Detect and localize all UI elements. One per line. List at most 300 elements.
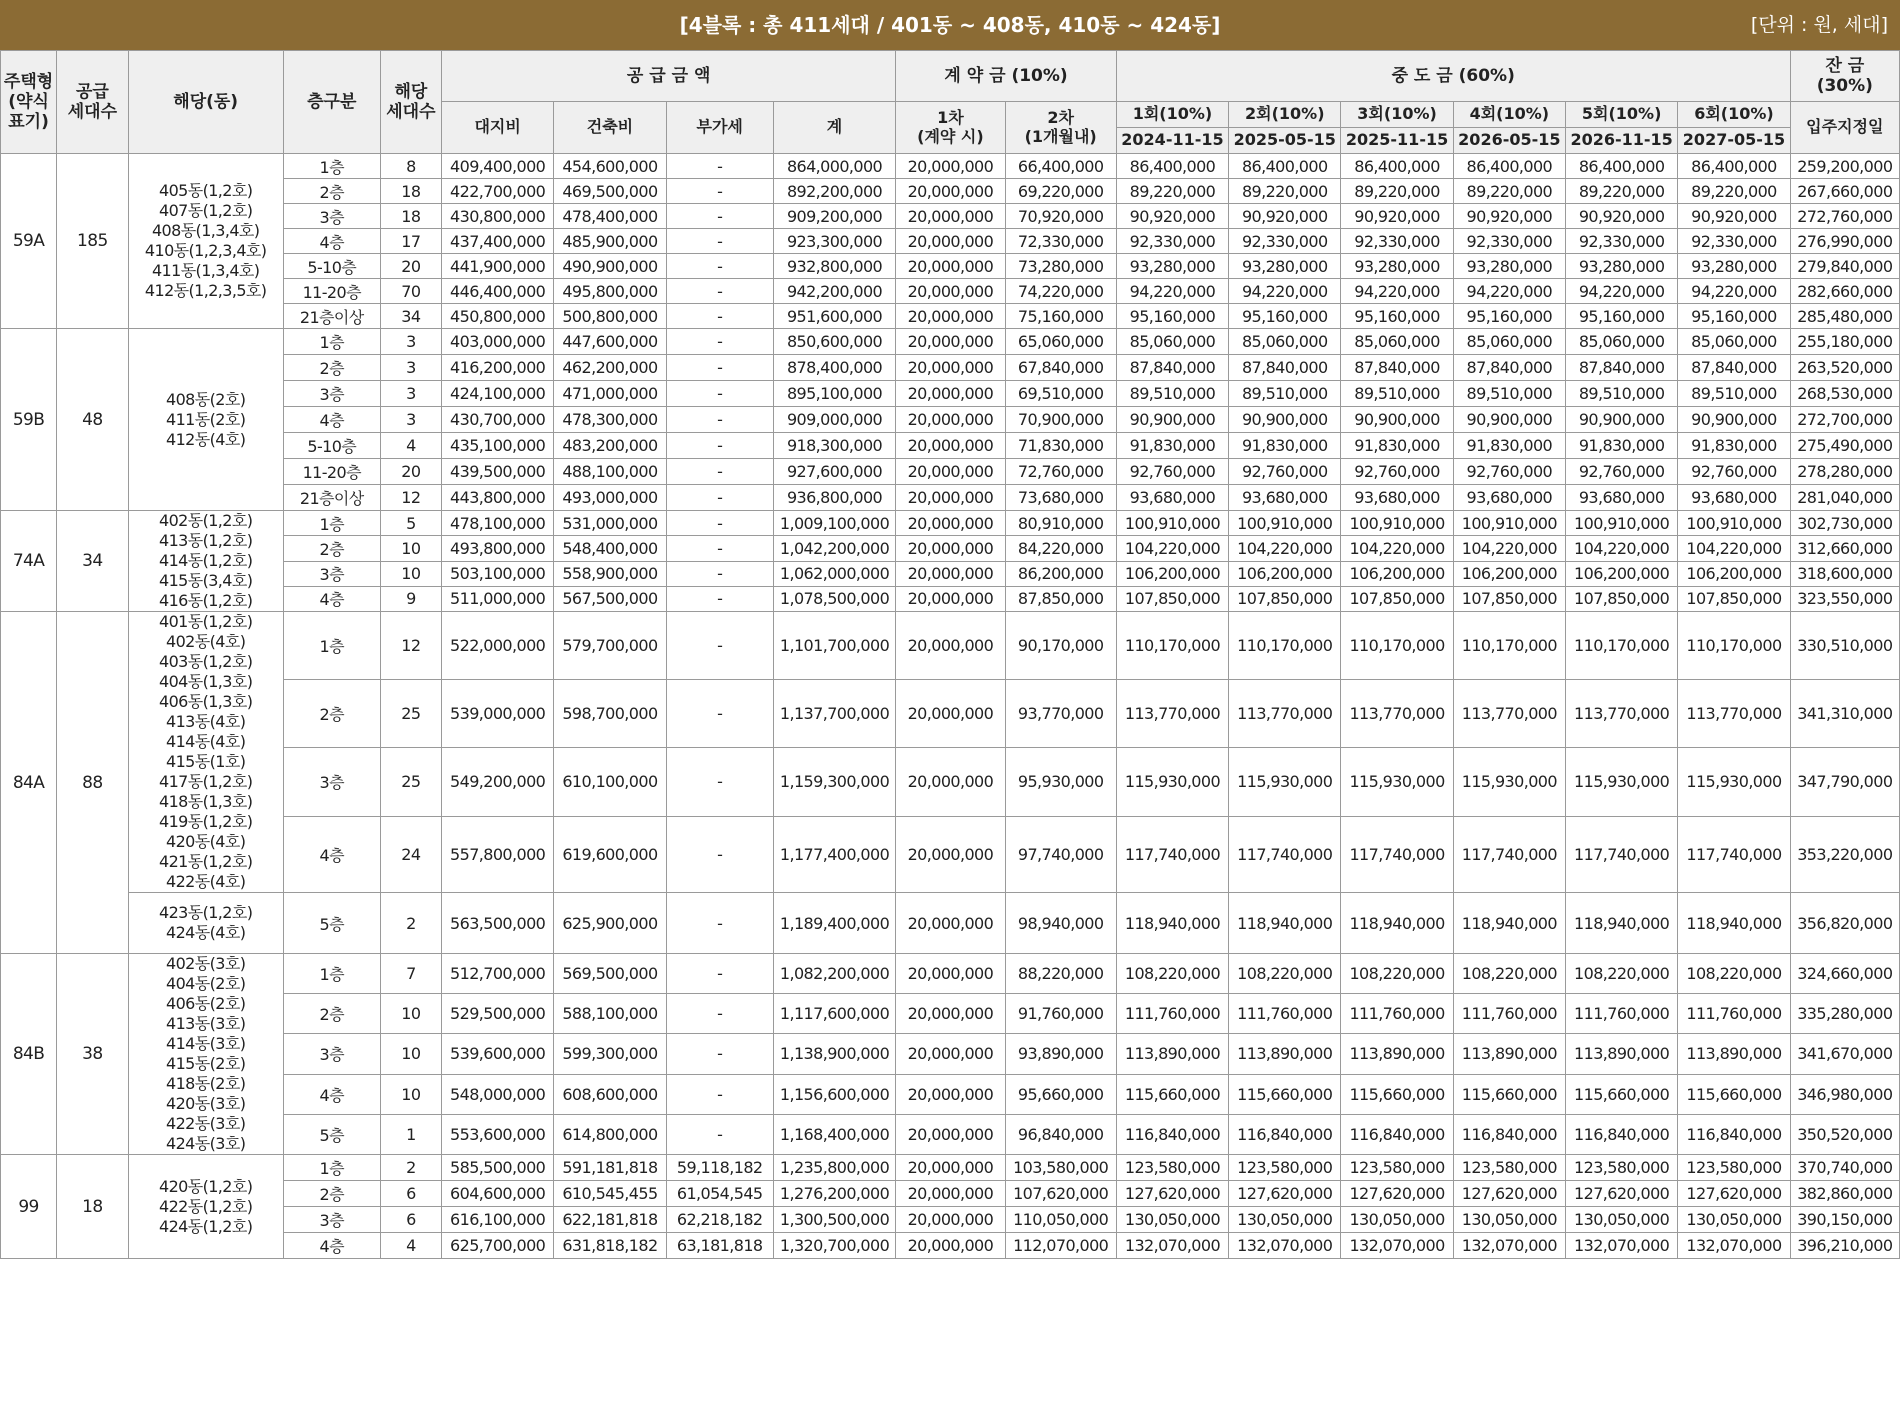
dong-item: 424동(3호)	[166, 1134, 246, 1153]
middle-3-cell: 108,220,000	[1341, 954, 1453, 994]
building-cell: 610,545,455	[554, 1181, 666, 1207]
header-middle-5: 5회(10%)	[1566, 102, 1678, 128]
table-row	[1, 612, 1900, 680]
block-title: [4블록 : 총 411세대 / 401동 ~ 408동, 410동 ~ 424동]	[679, 13, 1221, 37]
building-cell: 493,000,000	[554, 485, 666, 511]
floor-cell: 2층	[283, 1181, 380, 1207]
middle-2-cell: 118,940,000	[1229, 893, 1341, 954]
contract-1-cell: 20,000,000	[896, 994, 1005, 1034]
land-cell: 563,500,000	[442, 893, 554, 954]
floor-cell: 3층	[283, 748, 380, 816]
middle-4-cell: 130,050,000	[1453, 1207, 1565, 1233]
floor-cell: 5-10층	[283, 254, 380, 279]
middle-5-cell: 89,510,000	[1566, 381, 1678, 407]
middle-3-cell: 92,760,000	[1341, 459, 1453, 485]
middle-3-cell: 106,200,000	[1341, 561, 1453, 586]
dong-item: 404동(2호)	[166, 974, 246, 993]
contract-1-cell: 20,000,000	[896, 329, 1005, 355]
header-floor: 층구분	[283, 51, 380, 154]
land-cell: 422,700,000	[442, 179, 554, 204]
middle-4-cell: 104,220,000	[1453, 536, 1565, 561]
building-cell: 631,818,182	[554, 1233, 666, 1259]
middle-2-cell: 123,580,000	[1229, 1155, 1341, 1181]
land-cell: 416,200,000	[442, 355, 554, 381]
middle-6-cell: 106,200,000	[1678, 561, 1790, 586]
middle-3-cell: 123,580,000	[1341, 1155, 1453, 1181]
contract-2-cell: 75,160,000	[1005, 304, 1116, 329]
contract-1-cell: 20,000,000	[896, 407, 1005, 433]
dong-list-cell	[128, 954, 283, 1155]
contract-2-cell: 73,280,000	[1005, 254, 1116, 279]
contract-2-cell: 70,920,000	[1005, 204, 1116, 229]
contract-1-cell: 20,000,000	[896, 1207, 1005, 1233]
middle-2-cell: 108,220,000	[1229, 954, 1341, 994]
balance-cell: 312,660,000	[1790, 536, 1899, 561]
dong-list-cell	[128, 329, 283, 511]
table-row	[1, 1034, 1900, 1074]
balance-cell: 263,520,000	[1790, 355, 1899, 381]
middle-4-cell: 117,740,000	[1453, 816, 1565, 892]
middle-3-cell: 117,740,000	[1341, 816, 1453, 892]
land-cell: 604,600,000	[442, 1181, 554, 1207]
contract-1-cell: 20,000,000	[896, 816, 1005, 892]
middle-5-cell: 85,060,000	[1566, 329, 1678, 355]
contract-2-cell: 73,680,000	[1005, 485, 1116, 511]
land-cell: 625,700,000	[442, 1233, 554, 1259]
dong-item: 423동(1,2호)	[158, 903, 253, 922]
land-cell: 585,500,000	[442, 1155, 554, 1181]
balance-cell: 353,220,000	[1790, 816, 1899, 892]
middle-4-cell: 127,620,000	[1453, 1181, 1565, 1207]
middle-1-cell: 106,200,000	[1116, 561, 1228, 586]
vat-cell: -	[666, 179, 773, 204]
dong-item: 422동(3호)	[166, 1114, 246, 1133]
middle-2-cell: 89,220,000	[1229, 179, 1341, 204]
middle-4-cell: 118,940,000	[1453, 893, 1565, 954]
dong-item: 415동(3,4호)	[158, 571, 253, 590]
middle-4-cell: 123,580,000	[1453, 1155, 1565, 1181]
balance-cell: 356,820,000	[1790, 893, 1899, 954]
middle-5-cell: 90,920,000	[1566, 204, 1678, 229]
contract-2-cell: 112,070,000	[1005, 1233, 1116, 1259]
contract-2-cell: 72,760,000	[1005, 459, 1116, 485]
contract-2-cell: 88,220,000	[1005, 954, 1116, 994]
floor-units-cell: 12	[380, 612, 441, 680]
contract-1-cell: 20,000,000	[896, 893, 1005, 954]
floor-units-cell: 10	[380, 536, 441, 561]
middle-3-cell: 94,220,000	[1341, 279, 1453, 304]
table-row	[1, 954, 1900, 994]
total-cell: 1,168,400,000	[773, 1114, 896, 1154]
middle-6-cell: 93,280,000	[1678, 254, 1790, 279]
middle-4-cell: 93,280,000	[1453, 254, 1565, 279]
floor-units-cell: 10	[380, 1074, 441, 1114]
floor-cell: 2층	[283, 536, 380, 561]
dong-item: 413동(3호)	[166, 1014, 246, 1033]
middle-5-cell: 92,330,000	[1566, 229, 1678, 254]
dong-item: 411동(2호)	[166, 409, 246, 429]
contract-2-cell: 97,740,000	[1005, 816, 1116, 892]
middle-5-cell: 104,220,000	[1566, 536, 1678, 561]
land-cell: 549,200,000	[442, 748, 554, 816]
middle-6-cell: 92,760,000	[1678, 459, 1790, 485]
middle-2-cell: 90,900,000	[1229, 407, 1341, 433]
floor-cell: 1층	[283, 154, 380, 179]
middle-3-cell: 113,890,000	[1341, 1034, 1453, 1074]
middle-3-cell: 110,170,000	[1341, 612, 1453, 680]
building-cell: 579,700,000	[554, 612, 666, 680]
middle-1-cell: 89,510,000	[1116, 381, 1228, 407]
total-cell: 1,276,200,000	[773, 1181, 896, 1207]
floor-cell: 4층	[283, 586, 380, 611]
dong-item: 403동(1,2호)	[158, 652, 253, 671]
middle-6-cell: 86,400,000	[1678, 154, 1790, 179]
contract-1-cell: 20,000,000	[896, 1074, 1005, 1114]
middle-6-cell: 117,740,000	[1678, 816, 1790, 892]
vat-cell: -	[666, 816, 773, 892]
middle-1-cell: 100,910,000	[1116, 511, 1228, 536]
floor-cell: 4층	[283, 229, 380, 254]
contract-1-cell: 20,000,000	[896, 536, 1005, 561]
middle-1-cell: 87,840,000	[1116, 355, 1228, 381]
vat-cell: -	[666, 355, 773, 381]
header-total: 계	[773, 102, 896, 154]
middle-6-cell: 104,220,000	[1678, 536, 1790, 561]
middle-5-cell: 91,830,000	[1566, 433, 1678, 459]
balance-cell: 350,520,000	[1790, 1114, 1899, 1154]
header-middle-2-date: 2025-05-15	[1229, 128, 1341, 154]
dong-item: 414동(4호)	[166, 732, 246, 751]
floor-cell: 2층	[283, 680, 380, 748]
table-row	[1, 748, 1900, 816]
header-middle-4-date: 2026-05-15	[1453, 128, 1565, 154]
land-cell: 403,000,000	[442, 329, 554, 355]
middle-2-cell: 95,160,000	[1229, 304, 1341, 329]
land-cell: 529,500,000	[442, 994, 554, 1034]
vat-cell: -	[666, 1114, 773, 1154]
balance-cell: 282,660,000	[1790, 279, 1899, 304]
middle-5-cell: 118,940,000	[1566, 893, 1678, 954]
supply-units-cell: 88	[57, 612, 128, 954]
middle-4-cell: 89,510,000	[1453, 381, 1565, 407]
table-row	[1, 1233, 1900, 1259]
middle-5-cell: 94,220,000	[1566, 279, 1678, 304]
building-cell: 469,500,000	[554, 179, 666, 204]
floor-units-cell: 34	[380, 304, 441, 329]
total-cell: 1,177,400,000	[773, 816, 896, 892]
contract-2-cell: 87,850,000	[1005, 586, 1116, 611]
building-cell: 614,800,000	[554, 1114, 666, 1154]
vat-cell: 62,218,182	[666, 1207, 773, 1233]
header-middle-1-date: 2024-11-15	[1116, 128, 1228, 154]
header-building: 건축비	[554, 102, 666, 154]
house-type-cell: 74A	[1, 511, 57, 612]
floor-cell: 3층	[283, 204, 380, 229]
contract-1-cell: 20,000,000	[896, 1034, 1005, 1074]
dong-item: 418동(2호)	[166, 1074, 246, 1093]
middle-6-cell: 115,660,000	[1678, 1074, 1790, 1114]
building-cell: 548,400,000	[554, 536, 666, 561]
building-cell: 625,900,000	[554, 893, 666, 954]
balance-cell: 347,790,000	[1790, 748, 1899, 816]
table-row	[1, 381, 1900, 407]
header-contract-2: 2차 (1개월내)	[1005, 102, 1116, 154]
balance-cell: 318,600,000	[1790, 561, 1899, 586]
house-type-cell: 59B	[1, 329, 57, 511]
total-cell: 864,000,000	[773, 154, 896, 179]
building-cell: 531,000,000	[554, 511, 666, 536]
house-type-cell: 59A	[1, 154, 57, 329]
dong-item: 419동(1,2호)	[158, 812, 253, 831]
contract-2-cell: 95,660,000	[1005, 1074, 1116, 1114]
table-row	[1, 1207, 1900, 1233]
dong-item: 404동(1,3호)	[158, 672, 253, 691]
middle-5-cell: 108,220,000	[1566, 954, 1678, 994]
middle-5-cell: 95,160,000	[1566, 304, 1678, 329]
total-cell: 1,009,100,000	[773, 511, 896, 536]
middle-1-cell: 117,740,000	[1116, 816, 1228, 892]
vat-cell: -	[666, 304, 773, 329]
middle-6-cell: 116,840,000	[1678, 1114, 1790, 1154]
floor-units-cell: 12	[380, 485, 441, 511]
land-cell: 450,800,000	[442, 304, 554, 329]
building-cell: 567,500,000	[554, 586, 666, 611]
middle-1-cell: 110,170,000	[1116, 612, 1228, 680]
total-cell: 1,138,900,000	[773, 1034, 896, 1074]
middle-2-cell: 110,170,000	[1229, 612, 1341, 680]
balance-cell: 255,180,000	[1790, 329, 1899, 355]
middle-5-cell: 113,890,000	[1566, 1034, 1678, 1074]
middle-3-cell: 95,160,000	[1341, 304, 1453, 329]
floor-cell: 3층	[283, 1207, 380, 1233]
middle-1-cell: 123,580,000	[1116, 1155, 1228, 1181]
contract-1-cell: 20,000,000	[896, 154, 1005, 179]
floor-cell: 1층	[283, 1155, 380, 1181]
middle-2-cell: 113,890,000	[1229, 1034, 1341, 1074]
balance-cell: 346,980,000	[1790, 1074, 1899, 1114]
middle-6-cell: 92,330,000	[1678, 229, 1790, 254]
middle-3-cell: 130,050,000	[1341, 1207, 1453, 1233]
contract-2-cell: 69,510,000	[1005, 381, 1116, 407]
header-middle-1: 1회(10%)	[1116, 102, 1228, 128]
land-cell: 437,400,000	[442, 229, 554, 254]
contract-2-cell: 96,840,000	[1005, 1114, 1116, 1154]
contract-2-cell: 86,200,000	[1005, 561, 1116, 586]
middle-2-cell: 90,920,000	[1229, 204, 1341, 229]
middle-4-cell: 100,910,000	[1453, 511, 1565, 536]
table-row	[1, 355, 1900, 381]
table-row	[1, 561, 1900, 586]
middle-6-cell: 91,830,000	[1678, 433, 1790, 459]
contract-1-cell: 20,000,000	[896, 355, 1005, 381]
contract-2-cell: 90,170,000	[1005, 612, 1116, 680]
header-contract-1: 1차 (계약 시)	[896, 102, 1005, 154]
contract-2-cell: 72,330,000	[1005, 229, 1116, 254]
middle-3-cell: 118,940,000	[1341, 893, 1453, 954]
house-type-cell: 99	[1, 1155, 57, 1259]
middle-6-cell: 85,060,000	[1678, 329, 1790, 355]
middle-2-cell: 113,770,000	[1229, 680, 1341, 748]
vat-cell: -	[666, 1074, 773, 1114]
middle-3-cell: 127,620,000	[1341, 1181, 1453, 1207]
land-cell: 616,100,000	[442, 1207, 554, 1233]
dong-item: 422동(4호)	[166, 872, 246, 891]
contract-2-cell: 74,220,000	[1005, 279, 1116, 304]
floor-units-cell: 6	[380, 1181, 441, 1207]
floor-cell: 1층	[283, 612, 380, 680]
building-cell: 447,600,000	[554, 329, 666, 355]
total-cell: 850,600,000	[773, 329, 896, 355]
header-dong: 해당(동)	[128, 51, 283, 154]
middle-5-cell: 93,680,000	[1566, 485, 1678, 511]
dong-item: 420동(4호)	[166, 832, 246, 851]
total-cell: 936,800,000	[773, 485, 896, 511]
vat-cell: -	[666, 459, 773, 485]
header-house-type: 주택형 (약식 표기)	[1, 51, 57, 154]
table-row	[1, 204, 1900, 229]
table-row	[1, 304, 1900, 329]
middle-2-cell: 92,760,000	[1229, 459, 1341, 485]
middle-3-cell: 89,220,000	[1341, 179, 1453, 204]
middle-3-cell: 91,830,000	[1341, 433, 1453, 459]
middle-6-cell: 130,050,000	[1678, 1207, 1790, 1233]
header-balance-date: 입주지정일	[1790, 102, 1899, 154]
vat-cell: -	[666, 954, 773, 994]
middle-6-cell: 111,760,000	[1678, 994, 1790, 1034]
contract-1-cell: 20,000,000	[896, 1181, 1005, 1207]
middle-1-cell: 118,940,000	[1116, 893, 1228, 954]
land-cell: 424,100,000	[442, 381, 554, 407]
balance-cell: 276,990,000	[1790, 229, 1899, 254]
contract-1-cell: 20,000,000	[896, 229, 1005, 254]
contract-1-cell: 20,000,000	[896, 485, 1005, 511]
middle-1-cell: 132,070,000	[1116, 1233, 1228, 1259]
total-cell: 942,200,000	[773, 279, 896, 304]
table-row	[1, 536, 1900, 561]
floor-units-cell: 70	[380, 279, 441, 304]
floor-cell: 4층	[283, 407, 380, 433]
middle-5-cell: 106,200,000	[1566, 561, 1678, 586]
middle-1-cell: 85,060,000	[1116, 329, 1228, 355]
balance-cell: 275,490,000	[1790, 433, 1899, 459]
contract-1-cell: 20,000,000	[896, 179, 1005, 204]
building-cell: 622,181,818	[554, 1207, 666, 1233]
floor-units-cell: 2	[380, 1155, 441, 1181]
dong-item: 406동(1,3호)	[158, 692, 253, 711]
land-cell: 443,800,000	[442, 485, 554, 511]
dong-item: 408동(1,3,4호)	[151, 221, 260, 240]
middle-1-cell: 89,220,000	[1116, 179, 1228, 204]
header-middle-5-date: 2026-11-15	[1566, 128, 1678, 154]
middle-6-cell: 115,930,000	[1678, 748, 1790, 816]
middle-4-cell: 91,830,000	[1453, 433, 1565, 459]
middle-5-cell: 92,760,000	[1566, 459, 1678, 485]
middle-1-cell: 127,620,000	[1116, 1181, 1228, 1207]
middle-5-cell: 86,400,000	[1566, 154, 1678, 179]
middle-3-cell: 90,900,000	[1341, 407, 1453, 433]
total-cell: 927,600,000	[773, 459, 896, 485]
table-row	[1, 511, 1900, 536]
middle-5-cell: 127,620,000	[1566, 1181, 1678, 1207]
middle-3-cell: 87,840,000	[1341, 355, 1453, 381]
floor-units-cell: 4	[380, 433, 441, 459]
floor-units-cell: 10	[380, 1034, 441, 1074]
middle-1-cell: 93,280,000	[1116, 254, 1228, 279]
total-cell: 909,000,000	[773, 407, 896, 433]
floor-cell: 3층	[283, 1034, 380, 1074]
middle-4-cell: 132,070,000	[1453, 1233, 1565, 1259]
table-row	[1, 485, 1900, 511]
contract-2-cell: 107,620,000	[1005, 1181, 1116, 1207]
table-row	[1, 254, 1900, 279]
middle-3-cell: 89,510,000	[1341, 381, 1453, 407]
total-cell: 1,156,600,000	[773, 1074, 896, 1114]
vat-cell: 59,118,182	[666, 1155, 773, 1181]
contract-2-cell: 110,050,000	[1005, 1207, 1116, 1233]
floor-units-cell: 20	[380, 254, 441, 279]
contract-2-cell: 69,220,000	[1005, 179, 1116, 204]
dong-list-cell	[128, 154, 283, 329]
middle-6-cell: 110,170,000	[1678, 612, 1790, 680]
contract-1-cell: 20,000,000	[896, 586, 1005, 611]
supply-units-cell: 38	[57, 954, 128, 1155]
middle-5-cell: 132,070,000	[1566, 1233, 1678, 1259]
middle-5-cell: 130,050,000	[1566, 1207, 1678, 1233]
contract-1-cell: 20,000,000	[896, 381, 1005, 407]
contract-1-cell: 20,000,000	[896, 748, 1005, 816]
middle-1-cell: 90,900,000	[1116, 407, 1228, 433]
dong-item: 401동(1,2호)	[158, 612, 253, 631]
middle-1-cell: 92,330,000	[1116, 229, 1228, 254]
middle-6-cell: 108,220,000	[1678, 954, 1790, 994]
middle-4-cell: 113,770,000	[1453, 680, 1565, 748]
middle-4-cell: 115,930,000	[1453, 748, 1565, 816]
vat-cell: -	[666, 994, 773, 1034]
floor-cell: 1층	[283, 329, 380, 355]
middle-5-cell: 115,930,000	[1566, 748, 1678, 816]
floor-units-cell: 18	[380, 204, 441, 229]
house-type-cell: 84A	[1, 612, 57, 954]
middle-5-cell: 111,760,000	[1566, 994, 1678, 1034]
middle-3-cell: 86,400,000	[1341, 154, 1453, 179]
balance-cell: 272,760,000	[1790, 204, 1899, 229]
total-cell: 1,078,500,000	[773, 586, 896, 611]
floor-units-cell: 6	[380, 1207, 441, 1233]
middle-2-cell: 86,400,000	[1229, 154, 1341, 179]
middle-6-cell: 87,840,000	[1678, 355, 1790, 381]
floor-units-cell: 8	[380, 154, 441, 179]
balance-cell: 370,740,000	[1790, 1155, 1899, 1181]
vat-cell: -	[666, 381, 773, 407]
vat-cell: -	[666, 680, 773, 748]
balance-cell: 341,670,000	[1790, 1034, 1899, 1074]
middle-4-cell: 94,220,000	[1453, 279, 1565, 304]
floor-units-cell: 24	[380, 816, 441, 892]
total-cell: 918,300,000	[773, 433, 896, 459]
dong-item: 424동(1,2호)	[158, 1216, 253, 1236]
land-cell: 557,800,000	[442, 816, 554, 892]
middle-4-cell: 93,680,000	[1453, 485, 1565, 511]
dong-item: 407동(1,2호)	[158, 201, 253, 220]
vat-cell: -	[666, 279, 773, 304]
land-cell: 493,800,000	[442, 536, 554, 561]
middle-5-cell: 115,660,000	[1566, 1074, 1678, 1114]
balance-cell: 302,730,000	[1790, 511, 1899, 536]
building-cell: 488,100,000	[554, 459, 666, 485]
middle-6-cell: 89,510,000	[1678, 381, 1790, 407]
dong-item: 405동(1,2호)	[158, 181, 253, 200]
land-cell: 539,600,000	[442, 1034, 554, 1074]
